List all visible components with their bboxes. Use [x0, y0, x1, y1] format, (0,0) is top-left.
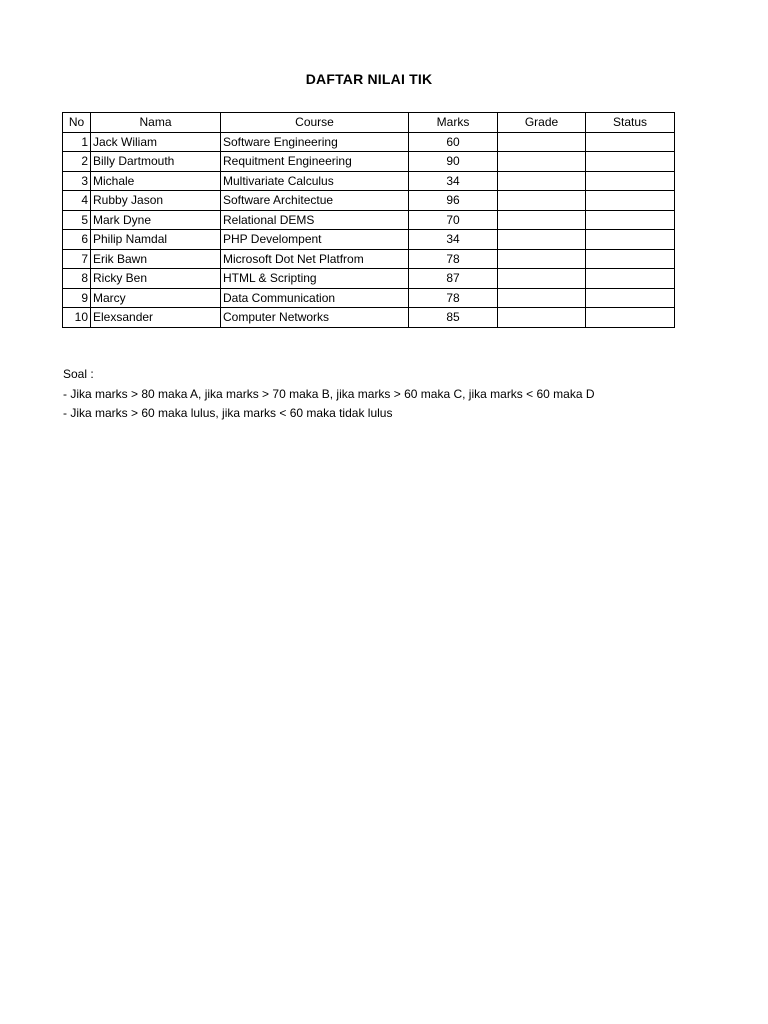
notes-section	[63, 365, 595, 424]
column-header-status: Status	[586, 113, 675, 133]
cell-nama[interactable]: Jack Wiliam	[91, 132, 221, 152]
column-header-course: Course	[221, 113, 409, 133]
cell-marks[interactable]: 87	[409, 269, 498, 289]
cell-nama[interactable]: Elexsander	[91, 308, 221, 328]
cell-marks[interactable]: 78	[409, 288, 498, 308]
table-row	[63, 152, 675, 172]
table-row	[63, 191, 675, 211]
cell-grade[interactable]	[498, 249, 586, 269]
cell-nama[interactable]: Philip Namdal	[91, 230, 221, 250]
cell-nama[interactable]: Rubby Jason	[91, 191, 221, 211]
cell-no[interactable]: 7	[63, 249, 91, 269]
cell-course[interactable]: Microsoft Dot Net Platfrom	[221, 249, 409, 269]
cell-nama[interactable]: Michale	[91, 171, 221, 191]
cell-no[interactable]: 5	[63, 210, 91, 230]
cell-course[interactable]: PHP Develompent	[221, 230, 409, 250]
cell-course[interactable]: Computer Networks	[221, 308, 409, 328]
column-header-no: No	[63, 113, 91, 133]
cell-status[interactable]	[586, 210, 675, 230]
cell-status[interactable]	[586, 132, 675, 152]
cell-course[interactable]: HTML & Scripting	[221, 269, 409, 289]
notes-rule-grade: - Jika marks > 80 maka A, jika marks > 70 maka B, jika marks > 60 maka C, jika marks < 60 maka D	[63, 386, 595, 401]
cell-grade[interactable]	[498, 171, 586, 191]
cell-marks[interactable]: 85	[409, 308, 498, 328]
cell-status[interactable]	[586, 288, 675, 308]
column-header-marks: Marks	[409, 113, 498, 133]
cell-no[interactable]: 10	[63, 308, 91, 328]
cell-course[interactable]: Software Engineering	[221, 132, 409, 152]
cell-status[interactable]	[586, 152, 675, 172]
cell-marks[interactable]: 90	[409, 152, 498, 172]
cell-course[interactable]: Requitment Engineering	[221, 152, 409, 172]
cell-marks[interactable]: 70	[409, 210, 498, 230]
cell-grade[interactable]	[498, 132, 586, 152]
table-row	[63, 132, 675, 152]
notes-heading: Soal :	[63, 367, 94, 381]
column-header-grade: Grade	[498, 113, 586, 133]
cell-course[interactable]: Relational DEMS	[221, 210, 409, 230]
cell-grade[interactable]	[498, 230, 586, 250]
cell-no[interactable]: 6	[63, 230, 91, 250]
cell-course[interactable]: Software Architectue	[221, 191, 409, 211]
column-header-nama: Nama	[91, 113, 221, 133]
cell-status[interactable]	[586, 230, 675, 250]
cell-grade[interactable]	[498, 288, 586, 308]
table-row	[63, 171, 675, 191]
table-header-row	[63, 113, 675, 133]
cell-nama[interactable]: Billy Dartmouth	[91, 152, 221, 172]
cell-marks[interactable]: 96	[409, 191, 498, 211]
cell-grade[interactable]	[498, 210, 586, 230]
table-row	[63, 230, 675, 250]
cell-status[interactable]	[586, 269, 675, 289]
cell-grade[interactable]	[498, 191, 586, 211]
cell-course[interactable]: Multivariate Calculus	[221, 171, 409, 191]
cell-marks[interactable]: 60	[409, 132, 498, 152]
table-row	[63, 210, 675, 230]
cell-marks[interactable]: 34	[409, 230, 498, 250]
cell-course[interactable]: Data Communication	[221, 288, 409, 308]
cell-grade[interactable]	[498, 269, 586, 289]
cell-marks[interactable]: 78	[409, 249, 498, 269]
cell-grade[interactable]	[498, 308, 586, 328]
cell-nama[interactable]: Erik Bawn	[91, 249, 221, 269]
cell-nama[interactable]: Ricky Ben	[91, 269, 221, 289]
cell-nama[interactable]: Marcy	[91, 288, 221, 308]
cell-nama[interactable]: Mark Dyne	[91, 210, 221, 230]
cell-status[interactable]	[586, 171, 675, 191]
table-row	[63, 269, 675, 289]
cell-status[interactable]	[586, 249, 675, 269]
table-row	[63, 308, 675, 328]
table-row	[63, 249, 675, 269]
cell-no[interactable]: 4	[63, 191, 91, 211]
page-title: DAFTAR NILAI TIK	[305, 71, 433, 87]
cell-no[interactable]: 3	[63, 171, 91, 191]
grades-table	[62, 112, 675, 328]
cell-no[interactable]: 8	[63, 269, 91, 289]
cell-no[interactable]: 9	[63, 288, 91, 308]
cell-marks[interactable]: 34	[409, 171, 498, 191]
cell-status[interactable]	[586, 308, 675, 328]
notes-rule-status: - Jika marks > 60 maka lulus, jika marks < 60 maka tidak lulus	[63, 406, 393, 420]
cell-no[interactable]: 2	[63, 152, 91, 172]
cell-status[interactable]	[586, 191, 675, 211]
table-row	[63, 288, 675, 308]
cell-no[interactable]: 1	[63, 132, 91, 152]
cell-grade[interactable]	[498, 152, 586, 172]
